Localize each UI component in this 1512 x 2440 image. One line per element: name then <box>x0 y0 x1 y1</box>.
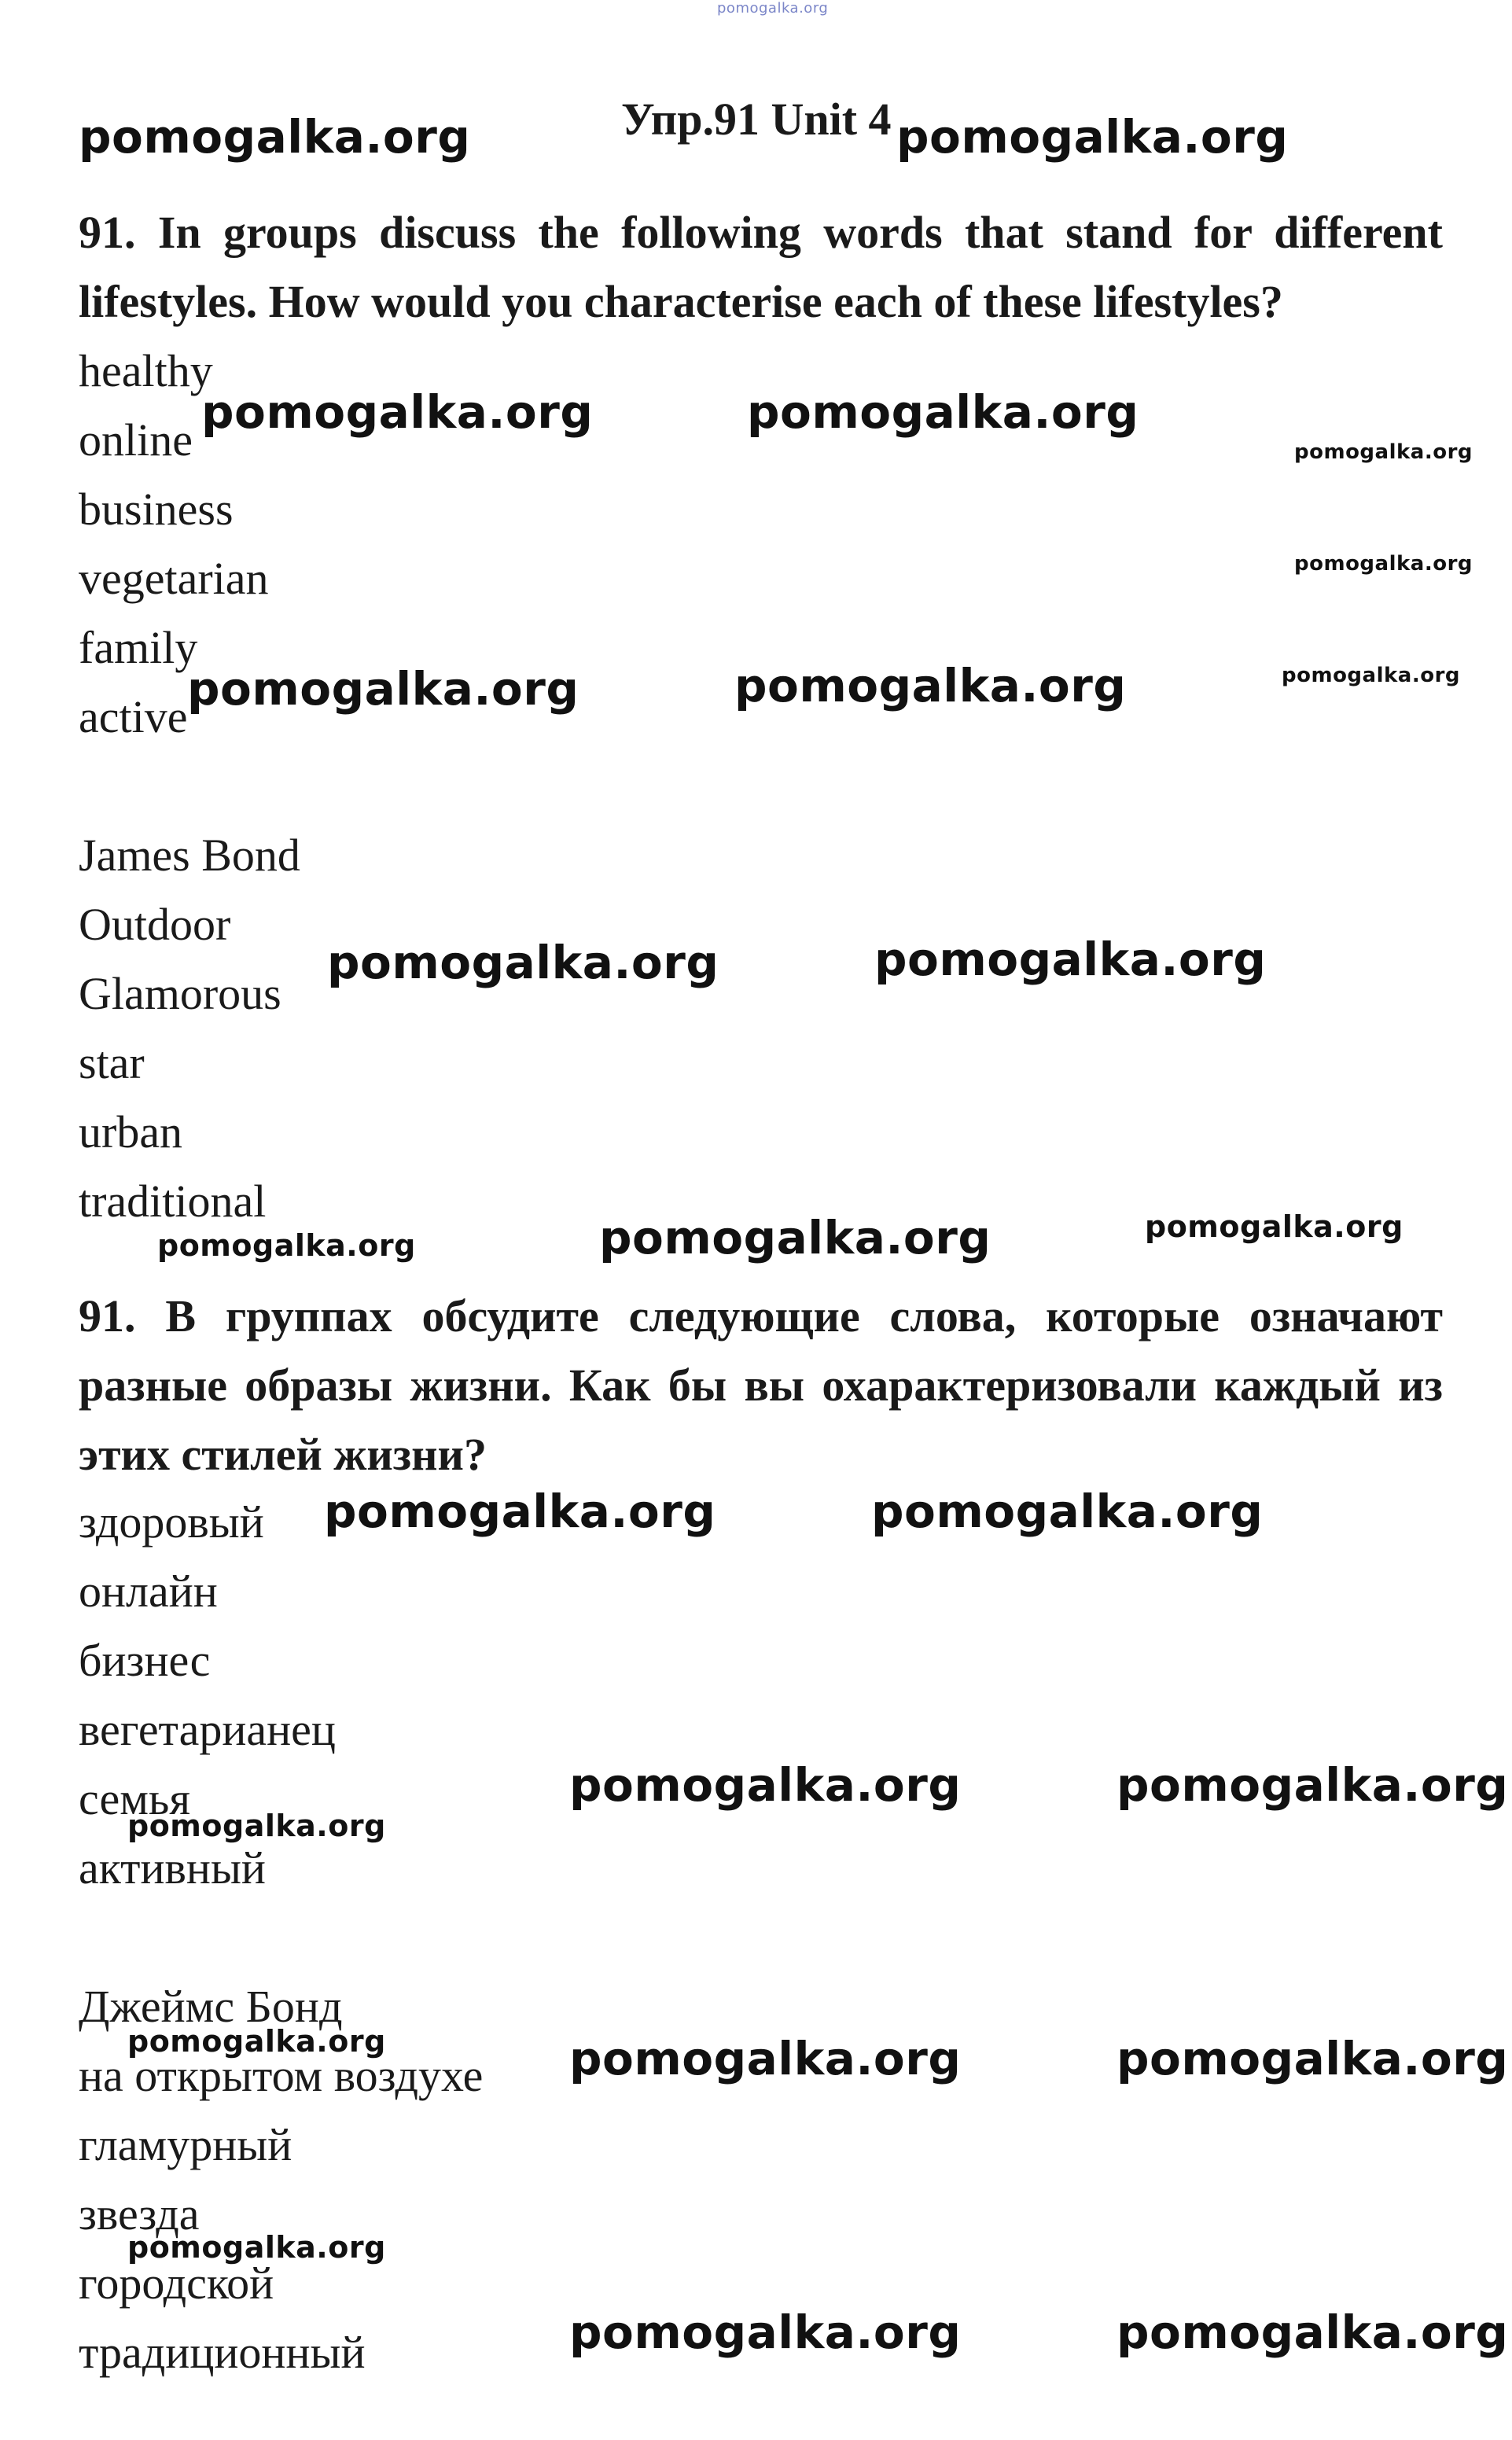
watermark: pomogalka.org <box>734 659 1127 712</box>
list-item: Outdoor <box>79 899 231 950</box>
watermark: pomogalka.org <box>127 1809 386 1843</box>
watermark: pomogalka.org <box>327 936 719 989</box>
list-item: здоровый <box>79 1496 264 1548</box>
list-item: Джеймс Бонд <box>79 1981 343 2032</box>
watermark: pomogalka.org <box>747 385 1139 439</box>
watermark: pomogalka.org <box>127 2230 386 2265</box>
watermark: pomogalka.org <box>79 110 471 164</box>
watermark: pomogalka.org <box>324 1485 716 1538</box>
list-item: гламурный <box>79 2119 292 2170</box>
list-item: традиционный <box>79 2327 366 2378</box>
list-item: бизнес <box>79 1635 211 1686</box>
list-item: family <box>79 622 198 673</box>
list-item: семья <box>79 1773 191 1824</box>
page-title: Упр.91 Unit 4 <box>621 94 892 145</box>
watermark: pomogalka.org <box>569 2306 962 2359</box>
watermark: pomogalka.org <box>569 2032 962 2085</box>
watermark: pomogalka.org <box>599 1211 991 1264</box>
list-item: online <box>79 414 193 466</box>
watermark: pomogalka.org <box>1294 552 1473 576</box>
list-item: James Bond <box>79 830 300 881</box>
list-item: star <box>79 1037 145 1088</box>
watermark: pomogalka.org <box>871 1485 1264 1538</box>
watermark: pomogalka.org <box>201 385 594 439</box>
list-item: городской <box>79 2258 274 2309</box>
watermark: pomogalka.org <box>1117 2032 1509 2085</box>
list-item: звезда <box>79 2188 200 2239</box>
site-tag: pomogalka.org <box>717 0 829 17</box>
list-item: онлайн <box>79 1566 218 1617</box>
russian-task: 91. В группах обсудите следующие слова, которые означают разные образы жизни. Как бы вы охарактеризовали каждый из этих стилей жизни? <box>79 1290 1443 1480</box>
watermark: pomogalka.org <box>569 1758 962 1812</box>
english-words-group-2 <box>79 821 300 1236</box>
watermark: pomogalka.org <box>187 662 579 716</box>
watermark: pomogalka.org <box>157 1228 416 1263</box>
list-item: Glamorous <box>79 968 281 1019</box>
list-item: active <box>79 691 188 742</box>
english-task: 91. In groups discuss the following words that stand for different lifestyles. How would you characterise each of these lifestyles? <box>79 207 1443 327</box>
list-item: healthy <box>79 345 213 396</box>
watermark: pomogalka.org <box>1282 664 1461 687</box>
watermark: pomogalka.org <box>896 110 1289 164</box>
watermark: pomogalka.org <box>1294 440 1473 464</box>
list-item: активный <box>79 1842 266 1893</box>
list-item: вегетарианец <box>79 1704 336 1755</box>
list-item: business <box>79 484 234 535</box>
list-item: urban <box>79 1106 183 1157</box>
list-item: traditional <box>79 1176 267 1227</box>
watermark: pomogalka.org <box>1117 1758 1509 1812</box>
list-item: на открытом воздухе <box>79 2050 484 2101</box>
watermark: pomogalka.org <box>127 2024 386 2059</box>
watermark: pomogalka.org <box>874 933 1267 986</box>
watermark: pomogalka.org <box>1145 1209 1403 1244</box>
watermark: pomogalka.org <box>1117 2306 1509 2359</box>
list-item: vegetarian <box>79 553 269 604</box>
